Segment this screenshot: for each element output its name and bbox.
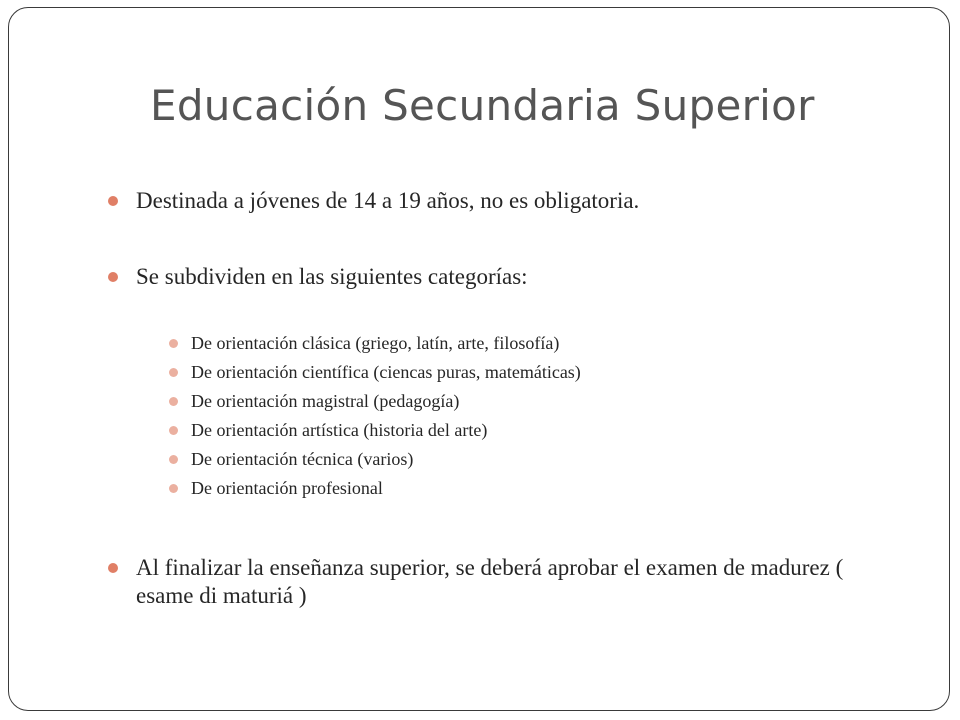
slide-title: Educación Secundaria Superior <box>150 81 815 130</box>
sub-bullet-text: De orientación magistral (pedagogía) <box>191 391 460 411</box>
sub-bullet-text: De orientación científica (ciencas puras, matemáticas) <box>191 362 581 382</box>
sub-bullet-item-classical <box>191 329 559 358</box>
bullet-item-age-range <box>136 187 639 215</box>
bullet-item-categories <box>136 263 528 291</box>
sub-bullet-item-teaching <box>191 387 459 416</box>
sub-bullet-item-technical <box>191 445 413 474</box>
bullet-text: Al finalizar la enseñanza superior, se deberá aprobar el examen de madurez ( esame di maturiá ) <box>136 555 844 608</box>
sub-bullet-text: De orientación clásica (griego, latín, arte, filosofía) <box>191 333 560 353</box>
sub-bullet-dot-icon <box>169 455 178 464</box>
sub-bullet-dot-icon <box>169 339 178 348</box>
sub-bullet-item-scientific <box>191 358 581 387</box>
bullet-dot-icon <box>108 272 118 282</box>
sub-bullet-dot-icon <box>169 426 178 435</box>
sub-bullet-text: De orientación técnica (varios) <box>191 449 414 469</box>
sub-bullet-text: De orientación artística (historia del arte) <box>191 420 488 440</box>
bullet-item-final-exam <box>136 554 856 610</box>
sub-bullet-dot-icon <box>169 368 178 377</box>
sub-bullet-text: De orientación profesional <box>191 478 383 498</box>
sub-bullet-item-artistic <box>191 416 487 445</box>
sub-bullet-item-professional <box>191 474 383 503</box>
bullet-dot-icon <box>108 563 118 573</box>
sub-bullet-dot-icon <box>169 397 178 406</box>
bullet-dot-icon <box>108 196 118 206</box>
sub-bullet-dot-icon <box>169 484 178 493</box>
bullet-text: Se subdividen en las siguientes categorías: <box>136 264 528 289</box>
bullet-text: Destinada a jóvenes de 14 a 19 años, no es obligatoria. <box>136 188 640 213</box>
